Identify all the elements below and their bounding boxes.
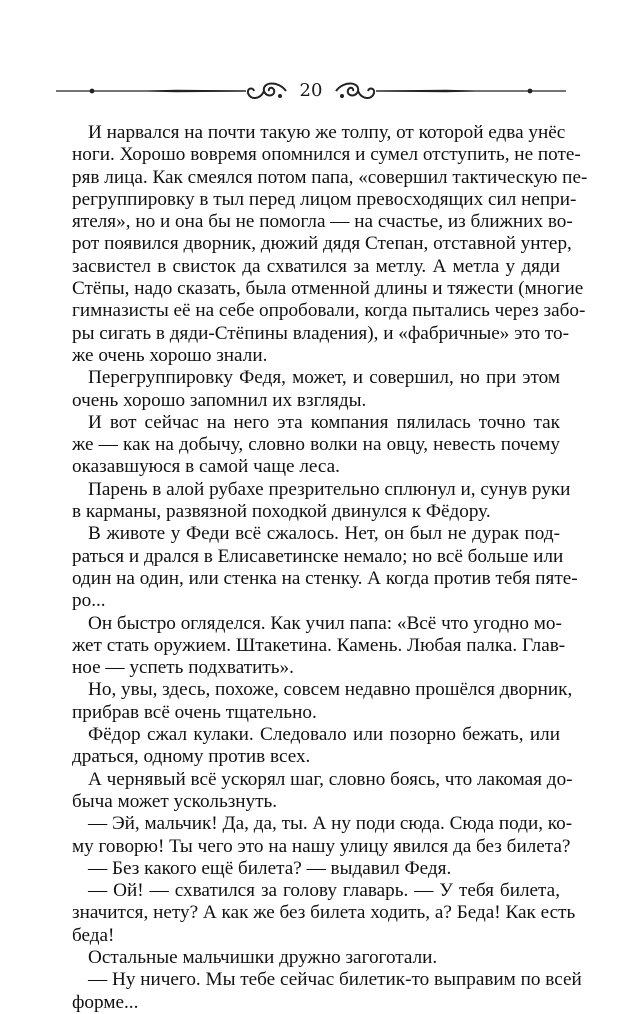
text-line: быча может ускользнуть.: [72, 790, 278, 812]
text-line: регруппировку в тыл перед лицом превосходящих сил непри-: [72, 188, 577, 210]
text-line: Парень в алой рубахе презрительно сплюнул и, сунув руки: [88, 478, 571, 500]
paragraph: [72, 612, 566, 680]
text-line: ятеля», но и она бы не помогла — на счастье, из ближних во-: [72, 211, 573, 233]
text-line: — Ну ничего. Мы тебе сейчас билетик-то выправим по всей: [88, 969, 582, 991]
text-line: рот появился дворник, дюжий дядя Степан, отставной унтер,: [72, 233, 572, 255]
text-line: Фёдор сжал кулаки. Следовало или позорно бежать, или: [88, 724, 560, 746]
text-line: — Ой! — схватился за голову главарь. — У тебя билета,: [88, 880, 560, 902]
text-line: Остальные мальчишки дружно загоготали.: [88, 946, 438, 968]
body-text: [72, 122, 588, 1014]
text-line: му говорю! Ты чего это на нашу улицу явился да без билета?: [72, 835, 571, 857]
paragraph: [72, 880, 576, 947]
page-number: 20: [299, 80, 323, 101]
text-line: в карманы, развязной походкой двинулся к Фёдору.: [72, 501, 491, 523]
text-line: очень хорошо запомнил их взгляды.: [72, 389, 367, 411]
text-line: оказавшуюся в самой чаще леса.: [72, 456, 340, 478]
page-header: [56, 74, 566, 108]
text-line: ноги. Хорошо вовремя опомнился и сумел отступить, не поте-: [72, 144, 581, 166]
text-line: — Без какого ещё билета? — выдавил Федя.: [88, 857, 452, 879]
text-line: В животе у Феди всё сжалось. Нет, он был не дурак под-: [88, 523, 560, 545]
paragraph: [72, 478, 571, 524]
text-line: прибрав всё очень тщательно.: [72, 701, 317, 723]
text-line: форме...: [72, 991, 139, 1013]
text-line: ры сигать в дяди-Стёпины владения), и «фабричные» это то-: [72, 322, 570, 344]
paragraph: [72, 768, 573, 814]
text-line: А чернявый всё ускорял шаг, словно боясь, что лакомая до-: [88, 768, 573, 790]
paragraph: [72, 724, 560, 769]
text-line: Стёпы, надо сказать, была отменной длины и тяжести (многие: [72, 278, 584, 300]
text-line: Но, увы, здесь, похоже, совсем недавно прошёлся дворник,: [88, 679, 573, 701]
paragraph: [72, 412, 560, 479]
text-line: И вот сейчас на него эта компания пялилась точно так: [88, 411, 560, 433]
paragraph: [72, 523, 578, 612]
paragraph: [72, 969, 582, 1014]
text-line: ро...: [72, 590, 106, 612]
text-line: жет стать оружием. Штакетина. Камень. Любая палка. Глав-: [72, 634, 566, 656]
text-line: один на один, или стенка на стенку. А когда против тебя пяте-: [72, 567, 578, 589]
text-line: засвистел в свисток да схватился за метлу. А метла у дяди: [72, 255, 560, 277]
paragraph: [72, 122, 588, 367]
paragraph: [72, 813, 573, 858]
paragraph: [72, 679, 573, 724]
text-line: гимназисты её на себе опробовали, когда пытались через забо-: [72, 300, 586, 322]
paragraph: [72, 367, 560, 412]
text-line: же — как на добычу, словно волки на овцу, невесть почему: [72, 434, 560, 456]
text-line: ряв лица. Как смеялся потом папа, «совершил тактическую пе-: [72, 166, 588, 188]
text-line: значится, нету? А как же без билета ходить, а? Беда! Как есть: [72, 902, 576, 924]
text-line: — Эй, мальчик! Да, да, ты. А ну поди сюда. Сюда поди, ко-: [88, 813, 573, 835]
text-line: И нарвался на почти такую же толпу, от которой едва унёс: [88, 122, 566, 143]
text-line: Перегруппировку Федя, может, и совершил, но при этом: [88, 367, 560, 389]
text-line: ное — успеть подхватить».: [72, 657, 294, 679]
text-line: раться и дрался в Елисаветинске немало; но всё больше или: [72, 545, 564, 567]
paragraph: [72, 858, 560, 880]
text-line: беда!: [72, 924, 115, 946]
paragraph: [72, 947, 560, 969]
text-line: Он быстро огляделся. Как учил папа: «Всё что угодно мо-: [88, 612, 562, 634]
text-line: же очень хорошо знали.: [72, 344, 268, 366]
text-line: драться, одному против всех.: [72, 746, 311, 768]
